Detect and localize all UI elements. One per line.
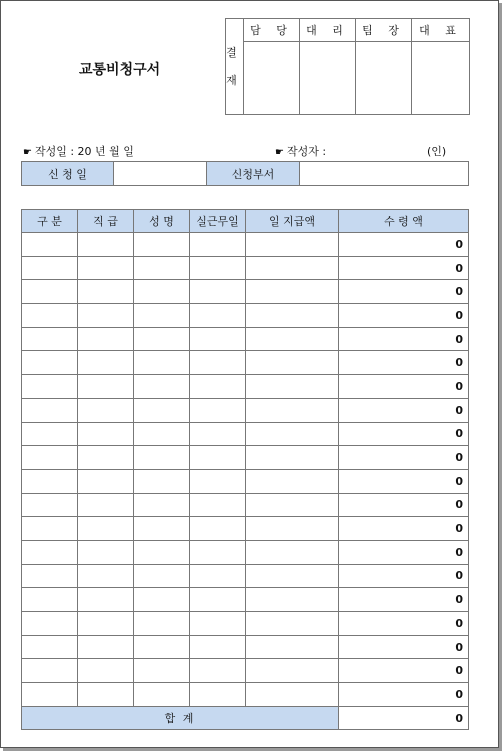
table-row <box>22 327 469 351</box>
cell-name[interactable] <box>134 564 190 588</box>
cell-name[interactable] <box>134 304 190 328</box>
total-label: 합 계 <box>22 706 339 730</box>
cell-category[interactable] <box>22 493 78 517</box>
cell-workdays[interactable] <box>190 351 246 375</box>
approval-header-staff: 담 당 <box>244 19 300 42</box>
col-header-workdays: 실근무일 <box>190 210 246 233</box>
apply-dept-label: 신청부서 <box>207 162 300 186</box>
cell-received-amount: 0 <box>339 233 469 257</box>
cell-name[interactable] <box>134 256 190 280</box>
cell-category[interactable] <box>22 422 78 446</box>
cell-daily-allowance[interactable] <box>246 446 339 470</box>
cell-daily-allowance[interactable] <box>246 517 339 541</box>
table-row <box>22 351 469 375</box>
writer-line: ☛ 작성자 : <box>275 145 327 158</box>
table-row <box>22 256 469 280</box>
cell-rank[interactable] <box>78 635 134 659</box>
cell-workdays[interactable] <box>190 635 246 659</box>
date-written-line: ☛ 작성일 : 20 년 월 일 <box>23 145 134 158</box>
table-row <box>22 493 469 517</box>
cell-daily-allowance[interactable] <box>246 233 339 257</box>
cell-received-amount: 0 <box>339 540 469 564</box>
cell-name[interactable] <box>134 683 190 707</box>
cell-category[interactable] <box>22 683 78 707</box>
cell-received-amount: 0 <box>339 375 469 399</box>
cell-rank[interactable] <box>78 469 134 493</box>
cell-name[interactable] <box>134 659 190 683</box>
cell-rank[interactable] <box>78 398 134 422</box>
transport-expense-table <box>21 209 469 730</box>
cell-rank[interactable] <box>78 612 134 636</box>
cell-name[interactable] <box>134 351 190 375</box>
cell-rank[interactable] <box>78 422 134 446</box>
cell-rank[interactable] <box>78 256 134 280</box>
cell-received-amount: 0 <box>339 422 469 446</box>
cell-daily-allowance[interactable] <box>246 659 339 683</box>
cell-received-amount: 0 <box>339 517 469 541</box>
cell-rank[interactable] <box>78 327 134 351</box>
table-row <box>22 233 469 257</box>
application-info-table <box>21 161 469 186</box>
cell-workdays[interactable] <box>190 564 246 588</box>
cell-workdays[interactable] <box>190 375 246 399</box>
apply-date-label: 신 청 일 <box>22 162 114 186</box>
cell-category[interactable] <box>22 517 78 541</box>
cell-received-amount: 0 <box>339 588 469 612</box>
cell-name[interactable] <box>134 375 190 399</box>
cell-received-amount: 0 <box>339 683 469 707</box>
cell-workdays[interactable] <box>190 256 246 280</box>
table-row <box>22 659 469 683</box>
approval-sign-deputy[interactable] <box>300 42 356 115</box>
document-title: 교통비청구서 <box>79 62 161 78</box>
table-row <box>22 588 469 612</box>
cell-category[interactable] <box>22 612 78 636</box>
cell-category[interactable] <box>22 351 78 375</box>
cell-category[interactable] <box>22 588 78 612</box>
cell-rank[interactable] <box>78 517 134 541</box>
cell-daily-allowance[interactable] <box>246 256 339 280</box>
cell-received-amount: 0 <box>339 304 469 328</box>
table-row <box>22 517 469 541</box>
approval-box <box>225 18 470 115</box>
cell-name[interactable] <box>134 493 190 517</box>
cell-name[interactable] <box>134 280 190 304</box>
approval-sign-team-lead[interactable] <box>356 42 412 115</box>
apply-dept-field[interactable] <box>300 162 469 186</box>
table-row <box>22 612 469 636</box>
table-row <box>22 540 469 564</box>
cell-name[interactable] <box>134 588 190 612</box>
cell-rank[interactable] <box>78 540 134 564</box>
cell-name[interactable] <box>134 469 190 493</box>
cell-workdays[interactable] <box>190 446 246 470</box>
table-row <box>22 280 469 304</box>
cell-daily-allowance[interactable] <box>246 493 339 517</box>
cell-category[interactable] <box>22 327 78 351</box>
cell-daily-allowance[interactable] <box>246 280 339 304</box>
approval-header-ceo: 대 표 <box>412 19 470 42</box>
cell-category[interactable] <box>22 659 78 683</box>
cell-category[interactable] <box>22 304 78 328</box>
cell-category[interactable] <box>22 469 78 493</box>
cell-daily-allowance[interactable] <box>246 540 339 564</box>
cell-rank[interactable] <box>78 375 134 399</box>
cell-name[interactable] <box>134 327 190 351</box>
cell-rank[interactable] <box>78 493 134 517</box>
cell-daily-allowance[interactable] <box>246 612 339 636</box>
cell-workdays[interactable] <box>190 304 246 328</box>
table-row <box>22 683 469 707</box>
cell-rank[interactable] <box>78 233 134 257</box>
cell-workdays[interactable] <box>190 398 246 422</box>
cell-workdays[interactable] <box>190 469 246 493</box>
table-row <box>22 304 469 328</box>
cell-category[interactable] <box>22 398 78 422</box>
table-row <box>22 635 469 659</box>
cell-workdays[interactable] <box>190 233 246 257</box>
cell-received-amount: 0 <box>339 446 469 470</box>
approval-header-deputy: 대 리 <box>300 19 356 42</box>
cell-workdays[interactable] <box>190 327 246 351</box>
cell-daily-allowance[interactable] <box>246 351 339 375</box>
cell-received-amount: 0 <box>339 564 469 588</box>
cell-received-amount: 0 <box>339 469 469 493</box>
cell-daily-allowance[interactable] <box>246 469 339 493</box>
cell-rank[interactable] <box>78 304 134 328</box>
cell-name[interactable] <box>134 635 190 659</box>
cell-received-amount: 0 <box>339 493 469 517</box>
col-header-daily-allowance: 일 지급액 <box>246 210 339 233</box>
cell-workdays[interactable] <box>190 422 246 446</box>
cell-rank[interactable] <box>78 564 134 588</box>
cell-workdays[interactable] <box>190 612 246 636</box>
table-header-row <box>22 210 469 233</box>
cell-workdays[interactable] <box>190 683 246 707</box>
table-row <box>22 446 469 470</box>
cell-workdays[interactable] <box>190 588 246 612</box>
cell-name[interactable] <box>134 517 190 541</box>
cell-category[interactable] <box>22 233 78 257</box>
cell-name[interactable] <box>134 446 190 470</box>
approval-sign-ceo[interactable] <box>412 42 470 115</box>
col-header-rank: 직 급 <box>78 210 134 233</box>
cell-received-amount: 0 <box>339 398 469 422</box>
cell-category[interactable] <box>22 375 78 399</box>
table-row <box>22 422 469 446</box>
total-row <box>22 706 469 730</box>
cell-daily-allowance[interactable] <box>246 398 339 422</box>
cell-category[interactable] <box>22 280 78 304</box>
cell-received-amount: 0 <box>339 256 469 280</box>
cell-workdays[interactable] <box>190 540 246 564</box>
cell-received-amount: 0 <box>339 280 469 304</box>
cell-category[interactable] <box>22 564 78 588</box>
cell-name[interactable] <box>134 422 190 446</box>
cell-rank[interactable] <box>78 446 134 470</box>
cell-daily-allowance[interactable] <box>246 635 339 659</box>
cell-daily-allowance[interactable] <box>246 564 339 588</box>
cell-workdays[interactable] <box>190 493 246 517</box>
col-header-category: 구 분 <box>22 210 78 233</box>
cell-category[interactable] <box>22 256 78 280</box>
cell-received-amount: 0 <box>339 612 469 636</box>
cell-workdays[interactable] <box>190 659 246 683</box>
apply-date-field[interactable] <box>114 162 207 186</box>
approval-header-team-lead: 팀 장 <box>356 19 412 42</box>
cell-name[interactable] <box>134 540 190 564</box>
cell-received-amount: 0 <box>339 635 469 659</box>
table-row <box>22 398 469 422</box>
cell-workdays[interactable] <box>190 280 246 304</box>
cell-workdays[interactable] <box>190 517 246 541</box>
cell-category[interactable] <box>22 540 78 564</box>
approval-side-label: 결 재 <box>226 19 244 115</box>
cell-daily-allowance[interactable] <box>246 683 339 707</box>
table-row <box>22 469 469 493</box>
cell-daily-allowance[interactable] <box>246 327 339 351</box>
cell-received-amount: 0 <box>339 351 469 375</box>
pointing-hand-icon: ☛ <box>23 147 32 158</box>
total-amount: 0 <box>339 706 469 730</box>
cell-rank[interactable] <box>78 280 134 304</box>
cell-daily-allowance[interactable] <box>246 375 339 399</box>
table-row <box>22 564 469 588</box>
cell-name[interactable] <box>134 398 190 422</box>
cell-name[interactable] <box>134 612 190 636</box>
cell-rank[interactable] <box>78 659 134 683</box>
col-header-name: 성 명 <box>134 210 190 233</box>
col-header-received-amount: 수 령 액 <box>339 210 469 233</box>
table-row <box>22 375 469 399</box>
cell-rank[interactable] <box>78 683 134 707</box>
seal-mark: (인) <box>427 145 447 158</box>
cell-rank[interactable] <box>78 351 134 375</box>
pointing-hand-icon: ☛ <box>275 147 284 158</box>
cell-category[interactable] <box>22 635 78 659</box>
cell-rank[interactable] <box>78 588 134 612</box>
cell-daily-allowance[interactable] <box>246 422 339 446</box>
approval-sign-staff[interactable] <box>244 42 300 115</box>
cell-category[interactable] <box>22 446 78 470</box>
cell-daily-allowance[interactable] <box>246 304 339 328</box>
cell-name[interactable] <box>134 233 190 257</box>
cell-daily-allowance[interactable] <box>246 588 339 612</box>
cell-received-amount: 0 <box>339 327 469 351</box>
cell-received-amount: 0 <box>339 659 469 683</box>
